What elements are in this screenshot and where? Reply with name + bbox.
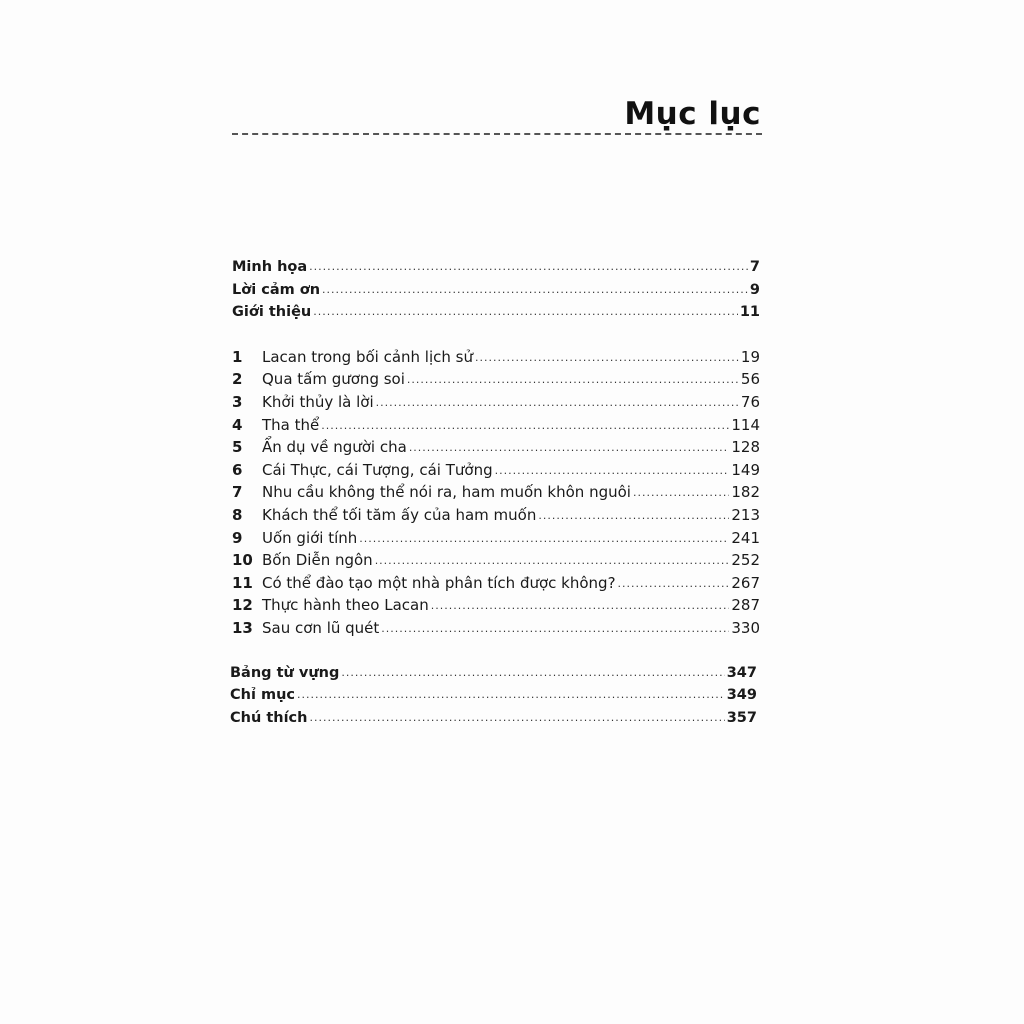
toc-entry-page: 9 [749,281,760,298]
dot-leader [313,300,738,324]
dot-leader [538,503,729,528]
toc-entry [232,301,760,324]
front-matter-list [232,256,760,324]
toc-entry-page: 7 [749,259,760,275]
toc-entry-label: Giới thiệu [232,304,312,321]
dot-leader [375,548,730,573]
page-title: Mục lục [624,96,761,132]
chapter-page: 287 [731,596,760,615]
chapter-page: 76 [740,392,760,411]
toc-entry-page: 11 [739,304,760,321]
chapter-number: 1 [232,347,243,366]
chapter-page: 330 [731,618,760,637]
chapter-number: 11 [232,573,253,592]
chapter-entry [232,368,760,391]
chapter-title: Có thể đào tạo một nhà phân tích được không? [262,573,616,592]
toc-entry-page: 349 [726,687,757,704]
toc-entry-label: Bảng từ vựng [230,664,340,681]
chapter-number: 2 [232,370,243,389]
back-matter-list [230,662,758,730]
toc-entry [232,279,760,302]
chapter-number: 9 [232,528,243,547]
chapter-number: 8 [232,505,243,524]
chapter-number: 4 [232,415,243,434]
chapter-number: 12 [232,596,253,615]
chapter-title: Tha thể [262,415,320,434]
chapter-number: 3 [232,392,243,411]
chapter-title: Uốn giới tính [262,528,358,547]
chapter-entry [232,481,760,504]
chapter-title: Qua tấm gương soi [262,370,405,389]
dot-leader [633,480,729,505]
chapter-title: Lacan trong bối cảnh lịch sử [262,347,473,366]
toc-entry-page: 357 [726,709,757,726]
chapter-page: 19 [740,347,760,366]
chapter-list [232,346,760,640]
chapter-entry [232,414,760,437]
chapter-page: 213 [731,505,760,524]
dot-leader [322,278,748,302]
toc-entry-label: Chú thích [230,709,308,726]
toc-entry-label: Minh họa [232,259,308,275]
toc-entry-label: Chỉ mục [230,687,296,704]
dot-leader [309,255,748,279]
chapter-entry [232,617,760,640]
chapter-entry [232,459,760,482]
chapter-page: 267 [731,573,760,592]
toc-entry [230,707,757,730]
chapter-page: 56 [740,370,760,389]
toc-entry [232,256,760,279]
dot-leader [321,413,729,438]
dot-leader [341,661,724,685]
chapter-entry [232,527,760,550]
dot-leader [618,571,730,596]
chapter-page: 128 [731,438,760,457]
chapter-title: Ẩn dụ về người cha [262,438,407,457]
chapter-page: 182 [731,483,760,502]
chapter-entry [232,436,760,459]
toc-entry-label: Lời cảm ơn [232,281,321,298]
chapter-number: 13 [232,618,253,637]
section-spacer [232,640,760,662]
dot-leader [309,706,724,730]
chapter-entry [232,346,760,369]
dot-leader [297,683,725,707]
chapter-title: Thực hành theo Lacan [262,596,429,615]
chapter-entry [232,391,760,414]
chapter-entry [232,594,760,617]
chapter-title: Khởi thủy là lời [262,392,374,411]
chapter-title: Nhu cầu không thể nói ra, ham muốn khôn nguôi [262,483,631,502]
toc-entry [230,662,757,685]
dot-leader [409,435,730,460]
dot-leader [381,616,729,641]
dot-leader [376,390,739,415]
dot-leader [475,345,739,370]
chapter-number: 10 [232,551,253,570]
table-of-contents [232,256,760,729]
chapter-number: 5 [232,438,243,457]
chapter-title: Khách thể tối tăm ấy của ham muốn [262,505,537,524]
chapter-number: 6 [232,460,243,479]
dot-leader [407,367,739,392]
chapter-entry [232,504,760,527]
toc-entry [230,684,757,707]
dot-leader [431,593,730,618]
chapter-entry [232,549,760,572]
toc-entry-page: 347 [726,664,757,681]
chapter-page: 114 [731,415,760,434]
chapter-page: 241 [731,528,760,547]
chapter-title: Cái Thực, cái Tượng, cái Tưởng [262,460,493,479]
chapter-page: 149 [731,460,760,479]
title-dashed-rule [232,133,762,135]
chapter-title: Sau cơn lũ quét [262,618,380,637]
section-spacer [232,324,760,346]
dot-leader [495,458,730,483]
chapter-page: 252 [731,551,760,570]
dot-leader [359,526,729,551]
chapter-entry [232,572,760,595]
chapter-number: 7 [232,483,243,502]
chapter-title: Bốn Diễn ngôn [262,551,373,570]
